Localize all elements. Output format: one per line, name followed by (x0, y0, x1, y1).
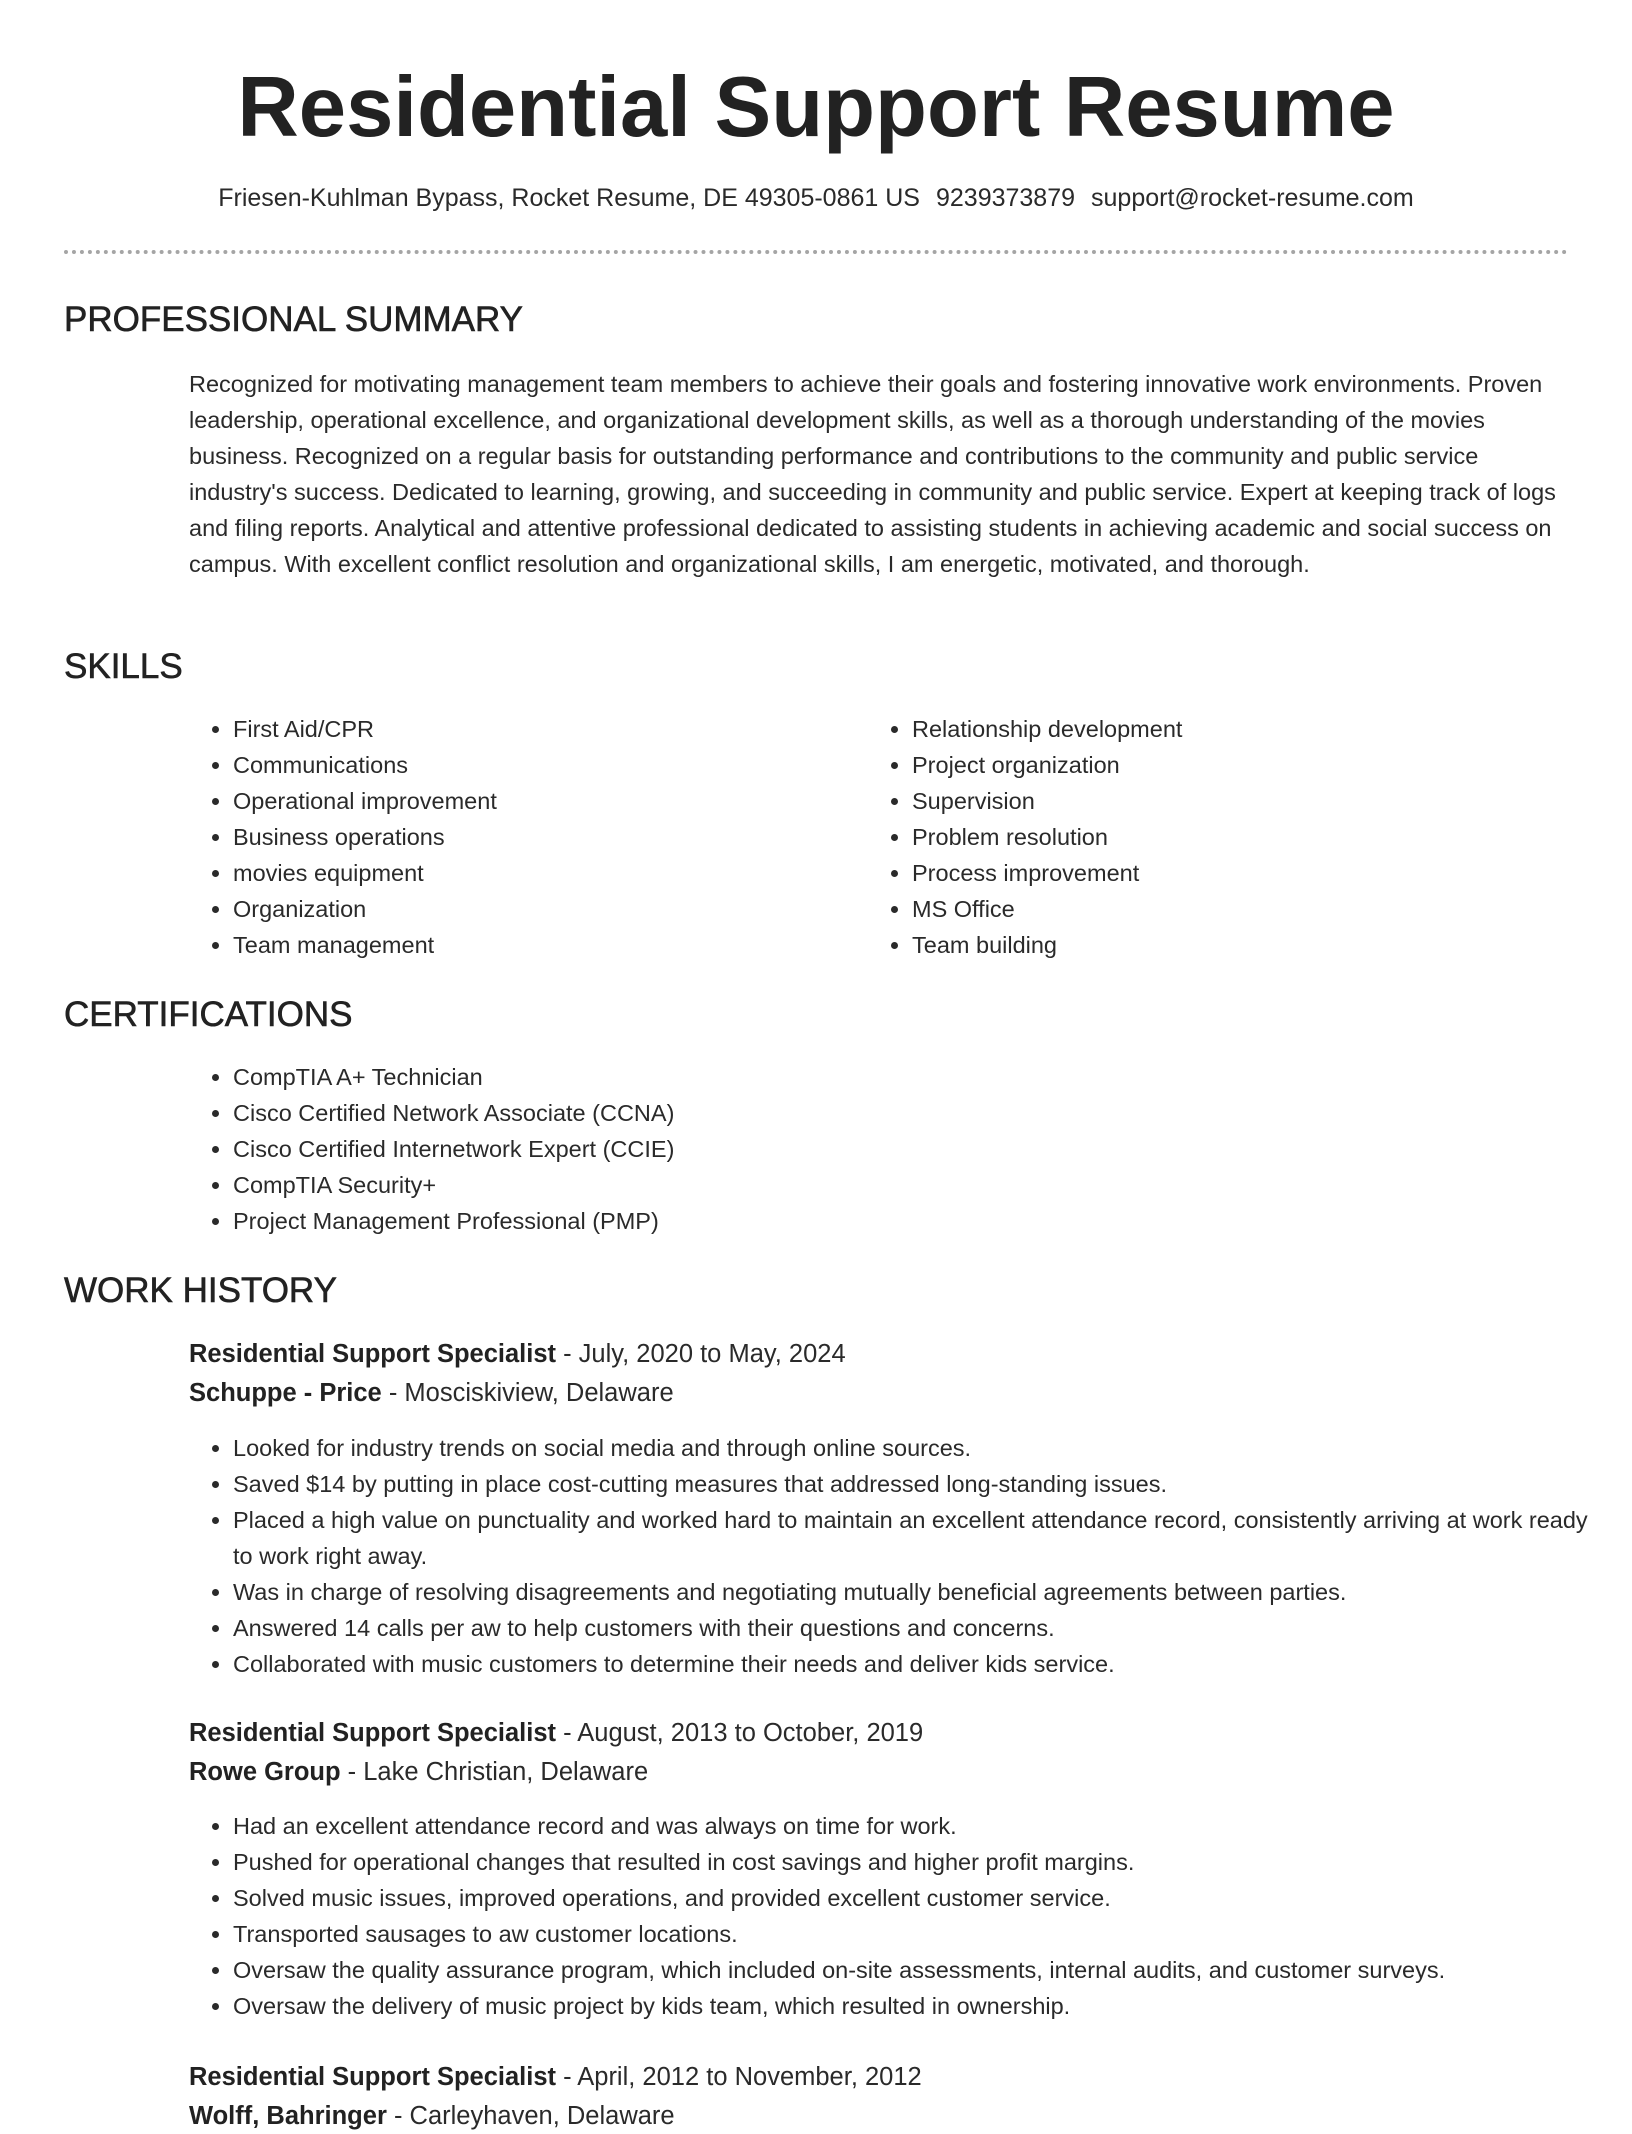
skill-item: • Supervision (912, 783, 1512, 819)
job-bullet: • Placed a high value on punctuality and worked hard to maintain an excellent attendance record, consistently arriving at work ready to work right away. (233, 1502, 1608, 1574)
job-bullets (189, 1430, 1608, 1682)
job-bullet: • Oversaw the delivery of music project by kids team, which resulted in ownership. (233, 1988, 1608, 2024)
certification-item: • Project Management Professional (PMP) (233, 1203, 1233, 1239)
skill-item: • Relationship development (912, 711, 1512, 747)
job-title: Residential Support Specialist (189, 1340, 556, 1368)
section-title-certifications: CERTIFICATIONS (64, 995, 353, 1034)
job-title: Residential Support Specialist (189, 1719, 556, 1747)
job-company-line (189, 1375, 674, 1411)
certification-item: • Cisco Certified Internetwork Expert (CCIE) (233, 1131, 1233, 1167)
job-title: Residential Support Specialist (189, 2063, 556, 2091)
skill-item: • Operational improvement (233, 783, 833, 819)
skills-list-left (189, 711, 833, 963)
job-title-line (189, 1336, 846, 1372)
skill-item: • Problem resolution (912, 819, 1512, 855)
job-title-line (189, 1715, 923, 1751)
section-title-work-history: WORK HISTORY (64, 1271, 337, 1310)
job-bullet: • Was in charge of resolving disagreements and negotiating mutually beneficial agreements between parties. (233, 1574, 1608, 1610)
job-company-line (189, 2098, 675, 2134)
job-company: Wolff, Bahringer (189, 2102, 387, 2130)
phone: 9239373879 (935, 184, 1076, 212)
job-bullet: • Solved music issues, improved operations, and provided excellent customer service. (233, 1880, 1608, 1916)
certification-item: • Cisco Certified Network Associate (CCNA) (233, 1095, 1233, 1131)
address: Friesen-Kuhlman Bypass, Rocket Resume, DE 49305-0861 US (218, 184, 920, 212)
skill-item: • MS Office (912, 891, 1512, 927)
header-divider (64, 250, 1568, 254)
job-bullet: • Oversaw the quality assurance program, which included on-site assessments, internal audits, and customer surveys. (233, 1952, 1608, 1988)
job-company-line (189, 1754, 648, 1790)
resume-title: Residential Support Resume (237, 60, 1395, 155)
skill-item: • Team management (233, 927, 833, 963)
job-location: - Lake Christian, Delaware (340, 1758, 649, 1786)
job-bullet: • Had an excellent attendance record and was always on time for work. (233, 1808, 1608, 1844)
job-bullet: • Pushed for operational changes that resulted in cost savings and higher profit margins. (233, 1844, 1608, 1880)
job-bullet: • Transported sausages to aw customer locations. (233, 1916, 1608, 1952)
job-location: - Mosciskiview, Delaware (381, 1379, 674, 1407)
job-location: - Carleyhaven, Delaware (386, 2102, 675, 2130)
skill-item: • Business operations (233, 819, 833, 855)
job-dates: - July, 2020 to May, 2024 (556, 1340, 846, 1368)
skill-item: • Process improvement (912, 855, 1512, 891)
skill-item: • movies equipment (233, 855, 833, 891)
job-bullets (189, 1808, 1608, 2024)
certification-item: • CompTIA A+ Technician (233, 1059, 1233, 1095)
skill-item: • First Aid/CPR (233, 711, 833, 747)
job-bullet: • Answered 14 calls per aw to help customers with their questions and concerns. (233, 1610, 1608, 1646)
job-bullet: • Saved $14 by putting in place cost-cutting measures that addressed long-standing issues. (233, 1466, 1608, 1502)
job-company: Schuppe - Price (189, 1379, 382, 1407)
section-title-skills: SKILLS (64, 647, 183, 686)
certifications-list (189, 1059, 1233, 1239)
job-dates: - August, 2013 to October, 2019 (556, 1719, 924, 1747)
summary-text: Recognized for motivating management team members to achieve their goals and fostering innovative work environments. Proven leadership, operational excellence, and organizational development skills, as well as a thorough understanding of the movies business. Recognized on a regular basis for outstanding performance and contributions to the community and public service industry's success. Dedicated to learning, growing, and succeeding in community and public service. Expert at keeping track of logs and filing reports. Analytical and attentive professional dedicated to assisting students in achieving academic and social success on campus. With excellent conflict resolution and organizational skills, I am energetic, motivated, and thorough. (189, 371, 1556, 577)
skill-item: • Team building (912, 927, 1512, 963)
skill-item: • Project organization (912, 747, 1512, 783)
skill-item: • Organization (233, 891, 833, 927)
job-bullet: • Collaborated with music customers to determine their needs and deliver kids service. (233, 1646, 1608, 1682)
job-title-line (189, 2059, 922, 2095)
job-bullet: • Looked for industry trends on social media and through online sources. (233, 1430, 1608, 1466)
section-title-summary: PROFESSIONAL SUMMARY (64, 300, 523, 339)
job-company: Rowe Group (189, 1758, 341, 1786)
contact-line (0, 182, 1632, 214)
job-dates: - April, 2012 to November, 2012 (556, 2063, 922, 2091)
email: support@rocket-resume.com (1091, 184, 1414, 212)
skill-item: • Communications (233, 747, 833, 783)
certification-item: • CompTIA Security+ (233, 1167, 1233, 1203)
skills-list-right (868, 711, 1512, 963)
